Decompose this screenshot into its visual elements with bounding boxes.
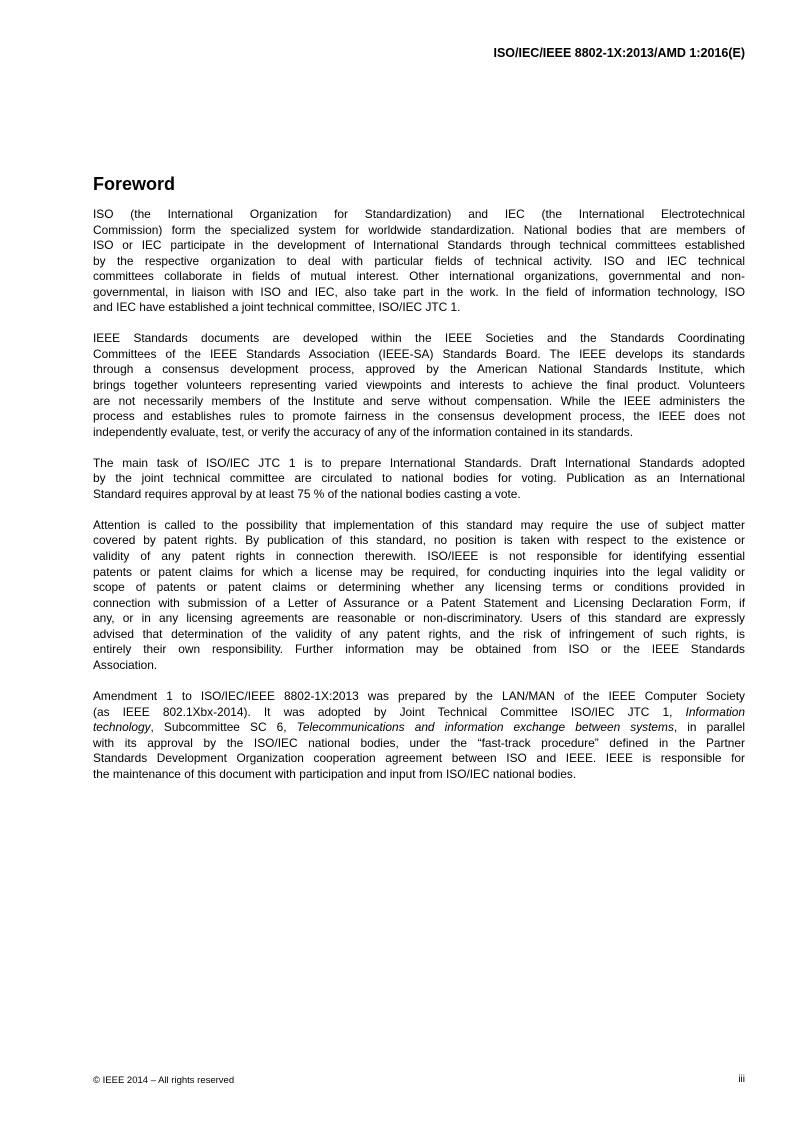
text-line xyxy=(93,642,745,658)
text-line xyxy=(93,767,745,783)
text: Association. xyxy=(93,657,158,672)
text-line xyxy=(93,518,745,534)
text: scope of patents or patent claims or determining whether any licensing terms or conditions provided in xyxy=(93,580,745,595)
text: The main task of ISO/IEC JTC 1 is to prepare International Standards. Draft International Standards adopted xyxy=(93,455,745,470)
text-line xyxy=(93,580,745,596)
text-line xyxy=(93,300,745,316)
text-line xyxy=(93,596,745,612)
italic-text: technology xyxy=(93,720,151,735)
text: independently evaluate, test, or verify the accuracy of any of the information contained in its standards. xyxy=(93,424,634,439)
text: process and establishes rules to promote fairness in the consensus development process, the IEEE does not xyxy=(93,409,745,424)
text: , Subcommittee SC 6, xyxy=(150,720,297,735)
text-line xyxy=(93,658,745,674)
document-header: ISO/IEC/IEEE 8802-1X:2013/AMD 1:2016(E) xyxy=(493,46,745,60)
text-line xyxy=(93,269,745,285)
text-line xyxy=(93,689,745,705)
text-line xyxy=(93,394,745,410)
text: patents or patent claims for which a license may be required, for conducting inquiries into the legal validity or xyxy=(93,564,745,579)
footer-copyright: © IEEE 2014 – All rights reserved xyxy=(93,1075,235,1086)
text: through a consensus development process, approved by the American National Standards Institute, which xyxy=(93,362,745,377)
text-line xyxy=(93,362,745,378)
text: advised that determination of the validity of any patent rights, and the risk of infringement of such rights, is xyxy=(93,626,745,641)
text-line xyxy=(93,705,745,721)
page-title: Foreword xyxy=(93,174,176,194)
text-line xyxy=(93,378,745,394)
text: validity of any patent rights in connection therewith. ISO/IEEE is not responsible for identifying essential xyxy=(93,549,745,564)
text: entirely their own responsibility. Further information may be obtained from ISO or the IEEE Standards xyxy=(93,642,745,657)
footer-page-number: iii xyxy=(738,1074,745,1085)
text-line xyxy=(93,611,745,627)
text: ISO (the International Organization for Standardization) and IEC (the International Electrotechnical xyxy=(93,207,745,221)
text: and IEC have established a joint technical committee, ISO/IEC JTC 1. xyxy=(93,300,461,315)
text-line xyxy=(93,254,745,270)
text: with its approval by the ISO/IEC national bodies, under the “fast-track procedure” defined in the Partner xyxy=(93,735,745,750)
text-line xyxy=(93,456,745,472)
text-line xyxy=(93,736,745,752)
text: Attention is called to the possibility that implementation of this standard may require the use of subject matter xyxy=(93,517,745,532)
text: ISO or IEC participate in the development of International Standards through technical committees established xyxy=(93,238,745,253)
text: Committees of the IEEE Standards Association (IEEE-SA) Standards Board. The IEEE develops its standards xyxy=(93,346,745,361)
text-line xyxy=(93,331,745,347)
text: , in parallel xyxy=(673,720,745,735)
text-line xyxy=(93,207,745,223)
text: brings together volunteers representing varied viewpoints and interests to achieve the final product. Volunteers xyxy=(93,378,745,393)
text: committees collaborate in fields of mutual interest. Other international organizations, governmental and non- xyxy=(93,269,745,284)
text: by the joint technical committee are circulated to national bodies for voting. Publication as an International xyxy=(93,471,745,486)
text: the maintenance of this document with participation and input from ISO/IEC national bodies. xyxy=(93,766,577,781)
paragraph xyxy=(93,456,745,503)
paragraph xyxy=(93,689,745,782)
text-line xyxy=(93,627,745,643)
text: (as IEEE 802.1Xbx-2014). It was adopted by Joint Technical Committee ISO/IEC JTC 1, xyxy=(93,704,686,719)
text-line xyxy=(93,425,745,441)
text-line xyxy=(93,471,745,487)
text: Standard requires approval by at least 75 % of the national bodies casting a vote. xyxy=(93,486,521,501)
text: covered by patent rights. By publication of this standard, no position is taken with respect to the existence or xyxy=(93,533,745,548)
text-line xyxy=(93,565,745,581)
foreword-body xyxy=(93,207,745,798)
italic-text: Information xyxy=(685,704,745,719)
text: governmental, in liaison with ISO and IEC, also take part in the work. In the field of information technology, ISO xyxy=(93,284,745,299)
italic-text: Telecommunications and information exchange between systems xyxy=(296,720,674,735)
paragraph xyxy=(93,518,745,673)
text-line xyxy=(93,720,745,736)
text-line xyxy=(93,238,745,254)
text: Commission) form the specialized system for worldwide standardization. National bodies that are members of xyxy=(93,222,745,237)
text-line xyxy=(93,285,745,301)
text: by the respective organization to deal with particular fields of technical activity. ISO and IEC technical xyxy=(93,253,745,268)
text-line xyxy=(93,549,745,565)
text-line xyxy=(93,409,745,425)
text: Standards Development Organization cooperation agreement between ISO and IEEE. IEEE is responsible for xyxy=(93,751,745,766)
text-line xyxy=(93,533,745,549)
text-line xyxy=(93,487,745,503)
text: IEEE Standards documents are developed within the IEEE Societies and the Standards Coordinating xyxy=(93,331,745,346)
paragraph xyxy=(93,207,745,316)
text: Amendment 1 to ISO/IEC/IEEE 8802-1X:2013 was prepared by the LAN/MAN of the IEEE Computer Society xyxy=(93,688,745,703)
text: are not necessarily members of the Institute and serve without compensation. While the IEEE administers the xyxy=(93,393,745,408)
text: connection with submission of a Letter of Assurance or a Patent Statement and Licensing Declaration Form, if xyxy=(93,595,745,610)
paragraph xyxy=(93,331,745,440)
text: any, or in any licensing agreements are reasonable or non-discriminatory. Users of this standard are expressly xyxy=(93,611,745,626)
text-line xyxy=(93,223,745,239)
text-line xyxy=(93,751,745,767)
text-line xyxy=(93,347,745,363)
